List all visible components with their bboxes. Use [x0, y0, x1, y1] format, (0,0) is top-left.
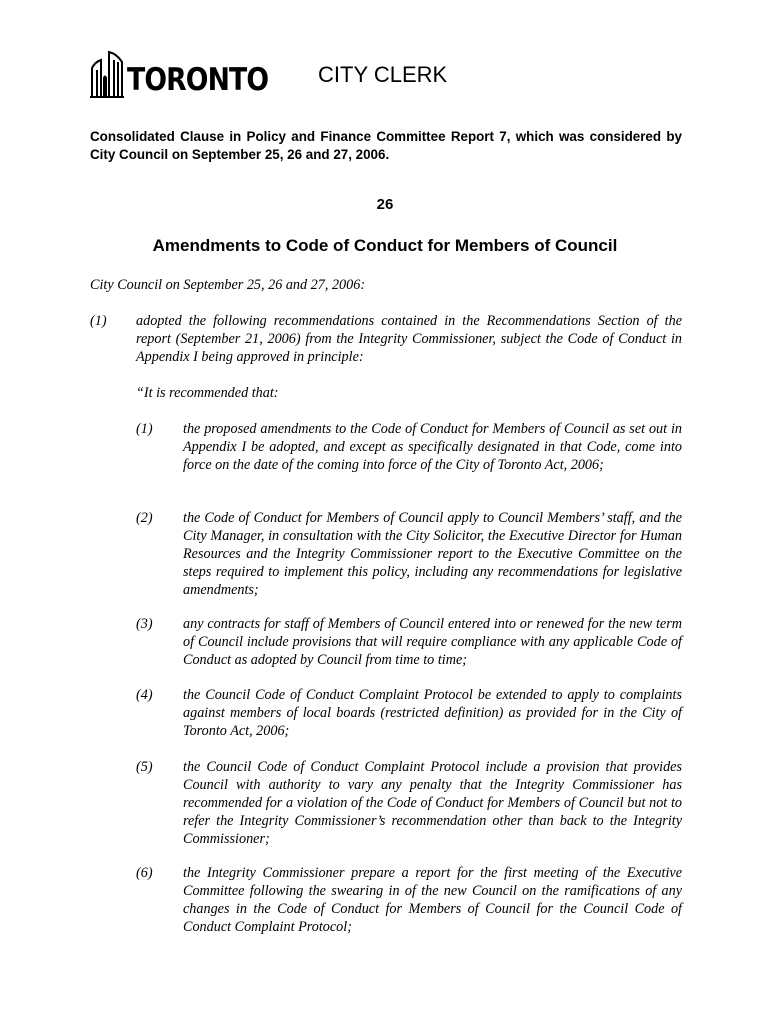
item-number: 26	[376, 196, 394, 213]
council-intro: City Council on September 25, 26 and 27, 2006:	[90, 277, 366, 293]
recommendation-number: (1)	[90, 313, 107, 329]
sub-item-text: the proposed amendments to the Code of Conduct for Members of Council as set out in Appendix I be adopted, and except as specifically designated in that Code, come into force on the date of the coming into force of the City of Toronto Act, 2006;	[183, 421, 682, 473]
sub-item-number: (2)	[136, 510, 153, 526]
sub-item-number: (5)	[136, 759, 153, 775]
quote-intro: “It is recommended that:	[136, 385, 279, 401]
sub-item-number: (4)	[136, 687, 153, 703]
department-name: CITY CLERK	[318, 62, 448, 87]
city-hall-icon	[90, 48, 124, 98]
sub-item-number: (6)	[136, 865, 153, 881]
sub-item-number: (1)	[136, 421, 153, 437]
sub-item-text: the Council Code of Conduct Complaint Protocol be extended to apply to complaints against members of local boards (restricted definition) as provided for in the City of Toronto Act, 2006;	[183, 687, 682, 739]
clause-heading: Consolidated Clause in Policy and Finance Committee Report 7, which was considered by City Council on September 25, 26 and 27, 2006.	[90, 129, 682, 162]
page-title: Amendments to Code of Conduct for Members of Council	[152, 236, 618, 255]
recommendation-text: adopted the following recommendations contained in the Recommendations Section of the report (September 21, 2006) from the Integrity Commissioner, subject the Code of Conduct in Appendix I being approved in principle:	[136, 313, 682, 365]
sub-item-text: the Integrity Commissioner prepare a report for the first meeting of the Executive Committee following the swearing in of the new Council on the ramifications of any changes in the Code of Conduct for Members of Council for the Council Code of Conduct Complaint Protocol;	[183, 865, 682, 935]
sub-item-text: the Council Code of Conduct Complaint Protocol include a provision that provides Council with authority to vary any penalty that the Integrity Commissioner has recommended for a violation of the Code of Conduct for Members of Council but not to refer the Integrity Commissioner’s recommendation other than back to the Integrity Commissioner;	[183, 759, 682, 847]
toronto-logo	[90, 46, 291, 98]
logo-wordmark: TORONTO	[127, 62, 269, 98]
sub-item-number: (3)	[136, 616, 153, 632]
sub-item-text: the Code of Conduct for Members of Council apply to Council Members’ staff, and the City Manager, in consultation with the City Solicitor, the Executive Director for Human Resources and the Integrity Commissioner report to the Executive Committee on the steps required to implement this policy, including any recommendations for legislative amendments;	[183, 510, 682, 598]
sub-item-text: any contracts for staff of Members of Council entered into or renewed for the new term of Council include provisions that will require compliance with any applicable Code of Conduct as adopted by Council from time to time;	[183, 616, 682, 668]
